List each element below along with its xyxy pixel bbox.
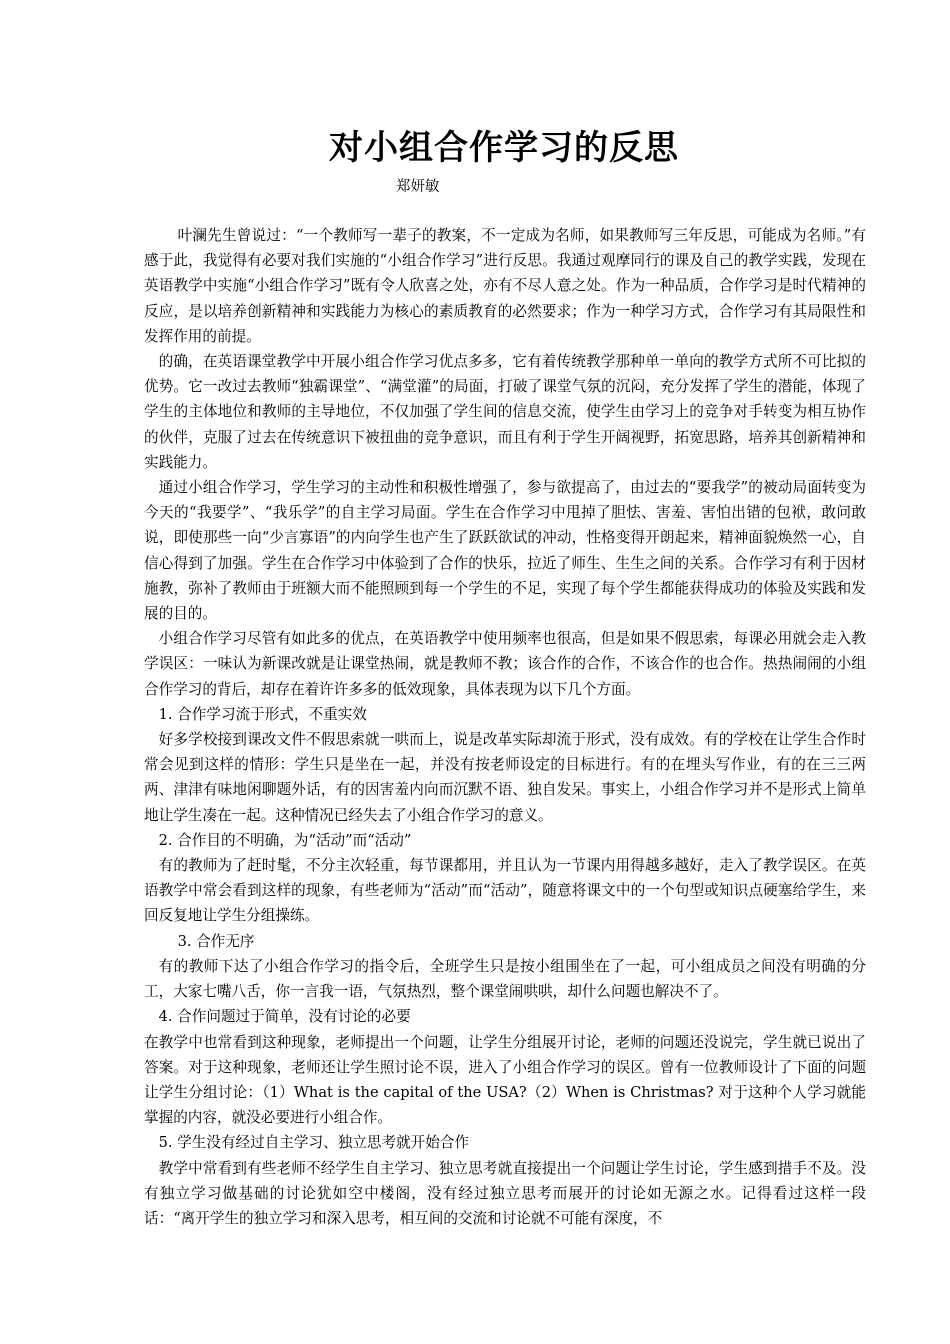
heading-point-5: 5. 学生没有经过自主学习、独立思考就开始合作	[158, 1134, 470, 1152]
paragraph-point-2: 有的教师为了赶时髦，不分主次轻重，每节课都用，并且认为一节课内用得越多越好，走入了教学误区。在英语教学中常会看到这样的现象，有些老师为“活动”而“活动”，随意将课文中的一个句型或知识点硬塞给学生，来回反复地让学生分组操练。	[144, 857, 866, 925]
paragraph-point-3: 有的教师下达了小组合作学习的指令后，全班学生只是按小组围坐在了一起，可小组成员之间没有明确的分工，大家七嘴八舌，你一言我一语，气氛热烈，整个课堂闹哄哄，却什么问题也解决不了。	[144, 957, 866, 1001]
page-title: 对小组合作学习的反思	[329, 128, 679, 168]
author-name: 郑妍敏	[396, 179, 440, 195]
paragraph-advantages: 的确，在英语课堂教学中开展小组合作学习优点多多，它有着传统教学那种单一单向的教学方式所不可比拟的优势。它一改过去教师“独霸课堂”、“满堂灌”的局面，打破了课堂气氛的沉闷，充分发挥了学生的潜能，体现了学生的主体地位和教师的主导地位，不仅加强了学生间的信息交流，使学生由学习上的竞争对手转变为相互协作的伙伴，克服了过去在传统意识下被扭曲的竞争意识，而且有利于学生开阔视野，拓宽思路，培养其创新精神和实践能力。	[144, 353, 866, 471]
paragraph-intro: 叶澜先生曾说过：“一个教师写一辈子的教案，不一定成为名师，如果教师写三年反思，可能成为名师。”有感于此，我觉得有必要对我们实施的“小组合作学习”进行反思。我通过观摩同行的课及自己的教学实践，发现在英语教学中实施“小组合作学习”既有令人欣喜之处，亦有不尽人意之处。作为一种品质，合作学习是时代精神的反应，是以培养创新精神和实践能力为核心的素质教育的必然要求；作为一种学习方式，合作学习有其局限性和发挥作用的前提。	[144, 227, 866, 345]
paragraph-point-5: 教学中常看到有些老师不经学生自主学习、独立思考就直接提出一个问题让学生讨论，学生感到措手不及。没有独立学习做基础的讨论犹如空中楼阁，没有经过独立思考而展开的讨论如无源之水。记得看过这样一段话：“离开学生的独立学习和深入思考，相互间的交流和讨论就不可能有深度，不	[144, 1159, 866, 1227]
paragraph-benefits: 通过小组合作学习，学生学习的主动性和积极性增强了，参与欲提高了，由过去的“要我学”的被动局面转变为今天的“我要学”、“我乐学”的自主学习局面。学生在合作学习中甩掉了胆怯、害羞、害怕出错的包袱，敢问敢说，即使那些一向“少言寡语”的内向学生也产生了跃跃欲试的冲动，性格变得开朗起来，精神面貌焕然一心，自信心得到了加强。学生在合作学习中体验到了合作的快乐，拉近了师生、生生之间的关系。合作学习有利于因材施教，弥补了教师由于班额大而不能照顾到每一个学生的不足，实现了每个学生都能获得成功的体验及实践和发展的目的。	[144, 479, 866, 623]
document-body	[144, 223, 866, 1231]
heading-point-4: 4. 合作问题过于简单，没有讨论的必要	[158, 1008, 411, 1026]
paragraph-problems: 小组合作学习尽管有如此多的优点，在英语教学中使用频率也很高，但是如果不假思索，每课必用就会走入教学误区：一味认为新课改就是让课堂热闹，就是教师不教；该合作的合作，不该合作的也合作。热热闹闹的小组合作学习的背后，却存在着许许多多的低效现象，具体表现为以下几个方面。	[144, 630, 866, 698]
heading-point-1: 1. 合作学习流于形式，不重实效	[158, 705, 367, 723]
paragraph-point-4: 在教学中也常看到这种现象，老师提出一个问题，让学生分组展开讨论，老师的问题还没说完，学生就已说出了答案。对于这种现象，老师还让学生照讨论不误，进入了小组合作学习的误区。曾有一位教师设计了下面的问题让学生分组讨论：（1）What is the capital of the USA?（2）When is Christmas? 对于这种个人学习就能掌握的内容，就没必要进行小组合作。	[144, 1033, 866, 1127]
heading-point-2: 2. 合作目的不明确，为“活动”而“活动”	[158, 831, 412, 849]
paragraph-point-1: 好多学校接到课改文件不假思索就一哄而上，说是改革实际却流于形式，没有成效。有的学校在让学生合作时常会见到这样的情形：学生只是坐在一起，并没有按老师设定的目标进行。有的在埋头写作业，有的在三三两两、津津有味地闲聊题外话，有的因害羞内向而沉默不语、独自发呆。事实上，小组合作学习并不是形式上简单地让学生凑在一起。这种情况已经失去了小组合作学习的意义。	[144, 731, 866, 824]
heading-point-3: 3. 合作无序	[177, 932, 255, 950]
